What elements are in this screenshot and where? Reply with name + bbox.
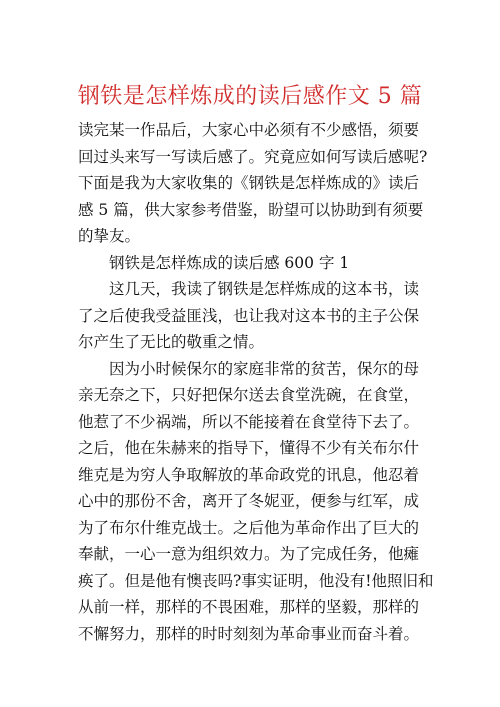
paragraph-line: 从前一样，那样的不畏困难，那样的坚毅，那样的 xyxy=(78,598,420,616)
section-heading: 钢铁是怎样炼成的读后感 600 字 1 xyxy=(109,253,350,272)
paragraph-line: 心中的那份不舍，离开了冬妮亚，便参与红军，成 xyxy=(78,492,420,510)
paragraph-line: 尔产生了无比的敬重之情。 xyxy=(78,333,265,351)
paragraph-line: 因为小时候保尔的家庭非常的贫苦，保尔的母 xyxy=(109,359,420,378)
paragraph-line: 这几天，我读了钢铁是怎样炼成的这本书，读 xyxy=(109,280,420,298)
intro-line: 下面是我为大家收集的《钢铁是怎样炼成的》读后 xyxy=(78,174,420,192)
intro-line: 感 5 篇，供大家参考借鉴，盼望可以协助到有须要 xyxy=(78,200,424,219)
paragraph-line: 不懈努力，那样的时时刻刻为革命事业而奋斗着。 xyxy=(78,624,420,643)
paragraph-line: 之后，他在朱赫来的指导下，懂得不少有关布尔什 xyxy=(78,439,420,457)
paragraph-line: 维克是为穷人争取解放的革命政党的讯息，他忍着 xyxy=(78,465,420,484)
intro-line: 回过头来写一写读后感了。究竟应如何写读后感呢? xyxy=(78,147,428,166)
document-title: 钢铁是怎样炼成的读后感作文 5 篇 xyxy=(77,84,423,109)
intro-line: 读完某一作品后，大家心中必须有不少感悟，须要 xyxy=(78,121,420,139)
paragraph-line: 了之后使我受益匪浅，也让我对这本书的主子公保 xyxy=(78,306,420,325)
paragraph-line: 为了布尔什维克战士。之后他为革命作出了巨大的 xyxy=(78,518,420,537)
paragraph-line: 亲无奈之下，只好把保尔送去食堂洗碗，在食堂， xyxy=(78,386,420,404)
paragraph-line: 他惹了不少祸端，所以不能接着在食堂待下去了。 xyxy=(78,412,420,431)
paragraph-line: 痪了。但是他有懊丧吗?事实证明，他没有!他照旧和 xyxy=(78,571,434,590)
document-body xyxy=(78,117,434,647)
paragraph-line: 奉献，一心一意为组织效力。为了完成任务，他瘫 xyxy=(78,545,420,563)
intro-line: 的挚友。 xyxy=(78,227,141,245)
